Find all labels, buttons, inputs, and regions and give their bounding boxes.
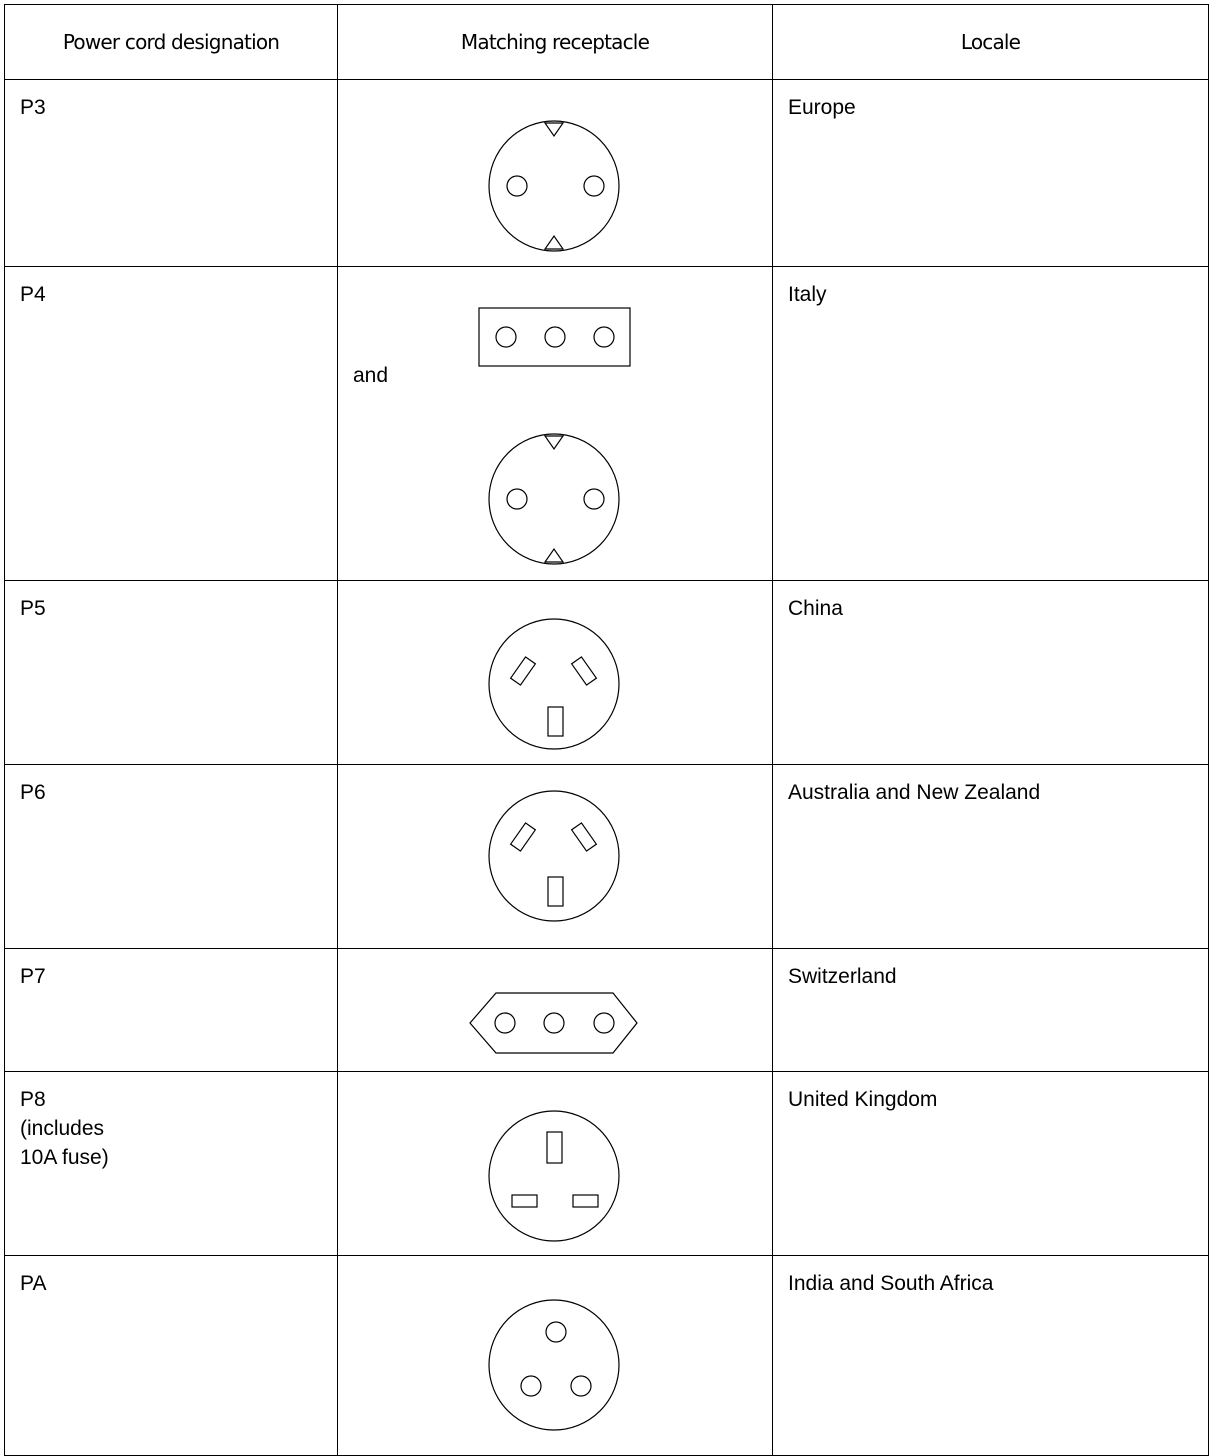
table-row bbox=[5, 1256, 1209, 1456]
switzerland-receptacle-icon bbox=[338, 949, 773, 1072]
designation-text: P3 bbox=[20, 96, 46, 119]
receptacle-cell bbox=[338, 765, 773, 949]
uk-receptacle-icon bbox=[338, 1072, 773, 1256]
locale-cell bbox=[773, 581, 1209, 765]
receptacle-cell bbox=[338, 581, 773, 765]
designation-cell bbox=[5, 1256, 338, 1456]
locale-text: China bbox=[788, 597, 843, 620]
designation-cell bbox=[5, 267, 338, 581]
table-row bbox=[5, 80, 1209, 267]
designation-cell bbox=[5, 765, 338, 949]
locale-text: Italy bbox=[788, 283, 827, 306]
receptacle-cell bbox=[338, 949, 773, 1072]
table-row bbox=[5, 581, 1209, 765]
locale-cell bbox=[773, 1256, 1209, 1456]
australia-receptacle-icon bbox=[338, 765, 773, 949]
designation-text: P6 bbox=[20, 781, 46, 804]
receptacle-cell bbox=[338, 1072, 773, 1256]
designation-text: PA bbox=[20, 1272, 47, 1295]
designation-text bbox=[5, 1072, 337, 1172]
table-header-row bbox=[5, 5, 1209, 80]
designation-cell bbox=[5, 1072, 338, 1256]
locale-cell bbox=[773, 80, 1209, 267]
header-power-cord-designation: Power cord designation bbox=[5, 5, 338, 80]
locale-text: Switzerland bbox=[788, 965, 897, 988]
designation-text: P4 bbox=[20, 283, 46, 306]
designation-line: 10A fuse) bbox=[20, 1146, 109, 1169]
china-receptacle-icon bbox=[338, 581, 773, 765]
header-locale: Locale bbox=[773, 5, 1209, 80]
locale-cell bbox=[773, 949, 1209, 1072]
receptacle-cell bbox=[338, 80, 773, 267]
table-row bbox=[5, 949, 1209, 1072]
power-cord-table bbox=[4, 4, 1209, 1456]
table-row bbox=[5, 765, 1209, 949]
designation-cell bbox=[5, 581, 338, 765]
receptacle-cell bbox=[338, 1256, 773, 1456]
designation-cell bbox=[5, 949, 338, 1072]
designation-line: (includes bbox=[20, 1117, 105, 1140]
designation-cell bbox=[5, 80, 338, 267]
locale-text: Europe bbox=[788, 96, 856, 119]
designation-text: P7 bbox=[20, 965, 46, 988]
italy-receptacle-icon bbox=[338, 267, 773, 581]
receptacle-cell bbox=[338, 267, 773, 581]
locale-cell bbox=[773, 765, 1209, 949]
india-receptacle-icon bbox=[338, 1256, 773, 1456]
locale-text: India and South Africa bbox=[788, 1272, 994, 1295]
locale-cell bbox=[773, 267, 1209, 581]
europe-schuko-receptacle-icon bbox=[338, 80, 773, 267]
designation-text: P5 bbox=[20, 597, 46, 620]
table-row bbox=[5, 1072, 1209, 1256]
header-matching-receptacle: Matching receptacle bbox=[338, 5, 773, 80]
locale-text: United Kingdom bbox=[788, 1088, 938, 1111]
locale-cell bbox=[773, 1072, 1209, 1256]
table-row bbox=[5, 267, 1209, 581]
and-text: and bbox=[353, 364, 389, 387]
designation-line: P8 bbox=[20, 1088, 46, 1111]
locale-text: Australia and New Zealand bbox=[788, 781, 1041, 804]
